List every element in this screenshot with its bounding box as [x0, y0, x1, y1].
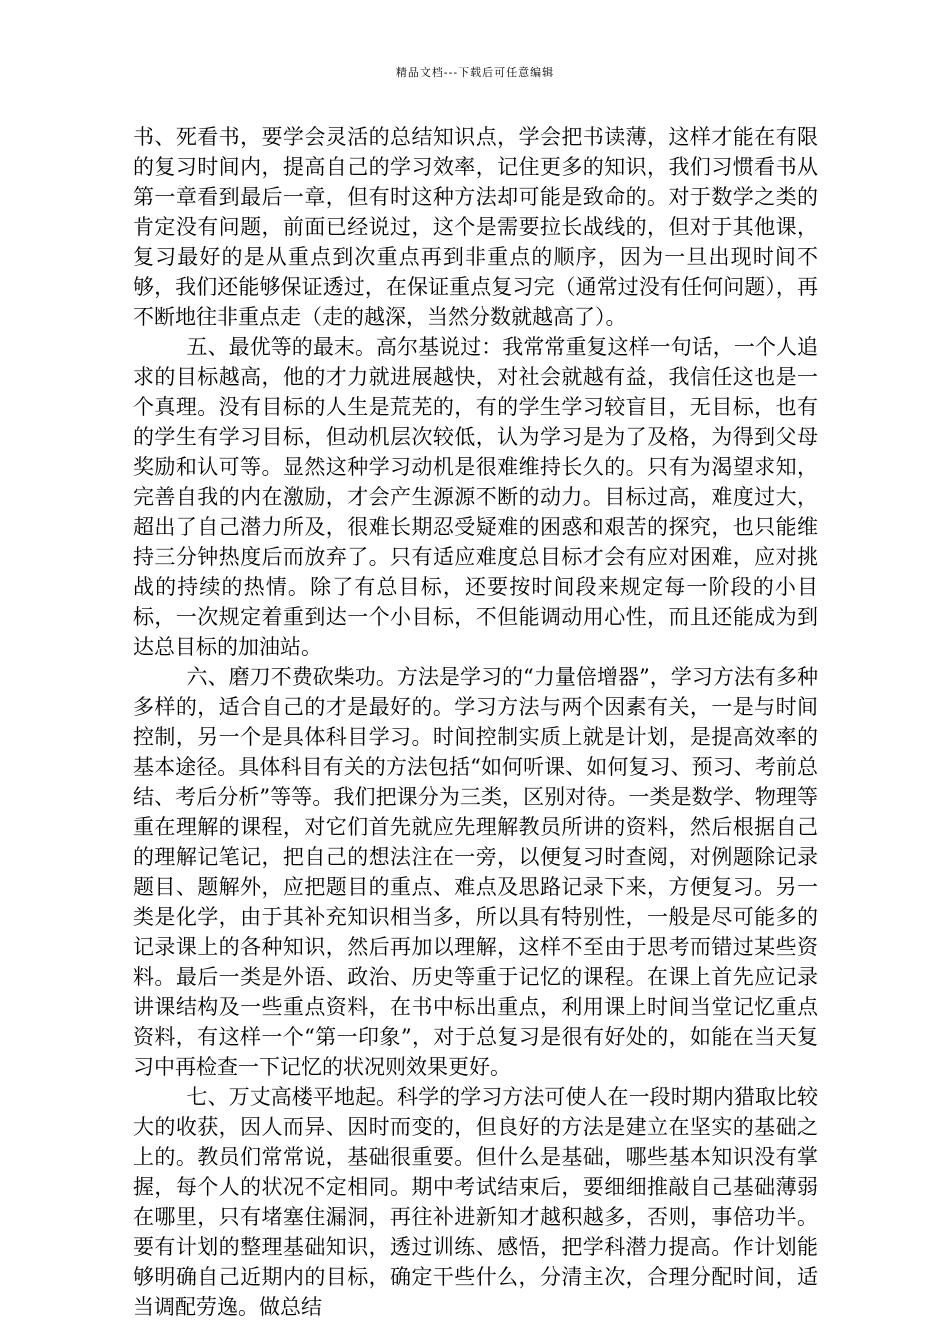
paragraph-continued: 书、死看书，要学会灵活的总结知识点，学会把书读薄，这样才能在有限的复习时间内，提高自己的学习效率，记住更多的知识，我们习惯看书从第一章看到最后一章，但有时这种方法却可能是致命的。对于数学之类的肯定没有问题，前面已经说过，这个是需要拉长战线的，但对于其他课，复习最好的是从重点到次重点再到非重点的顺序，因为一旦出现时间不够，我们还能够保证透过，在保证重点复习完（通常过没有任何问题），再不断地往非重点走（走的越深，当然分数就越高了）。: [133, 125, 818, 329]
paragraph-section-seven: 七、万丈高楼平地起。科学的学习方法可使人在一段时期内猎取比较大的收获，因人而异、因时而变的，但良好的方法是建立在坚实的基础之上的。教员们常常说，基础很重要。但什么是基础，哪些基本知识没有掌握，每个人的状况不定相同。期中考试结束后，要细细推敲自己基础薄弱在哪里，只有堵塞住漏洞，再往补进新知才越积越多，否则，事倍功半。要有计划的整理基础知识，透过训练、感悟，把学科潜力提高。作计划能够明确自己近期内的目标，确定干些什么，分清主次，合理分配时间，适当调配劳逸。做总结: [133, 1085, 818, 1319]
paragraph-section-six: 六、磨刀不费砍柴功。方法是学习的“力量倍增器”，学习方法有多种多样的，适合自己的才是最好的。学习方法与两个因素有关，一是与时间控制，另一个是具体科目学习。时间控制实质上就是计划，是提高效率的基本途径。具体科目有关的方法包括“如何听课、如何复习、预习、考前总结、考后分析”等等。我们把课分为三类，区别对待。一类是数学、物理等重在理解的课程，对它们首先就应先理解教员所讲的资料，然后根据自己的理解记笔记，把自己的想法注在一旁，以便复习时查阅，对例题除记录题目、题解外，应把题目的重点、难点及思路记录下来，方便复习。另一类是化学，由于其补充知识相当多，所以具有特别性，一般是尽可能多的记录课上的各种知识，然后再加以理解，这样不至由于思考而错过某些资料。最后一类是外语、政治、历史等重于记忆的课程。在课上首先应记录讲课结构及一些重点资料，在书中标出重点，利用课上时间当堂记忆重点资料，有这样一个“第一印象”，对于总复习是很有好处的，如能在当天复习中再检查一下记忆的状况则效果更好。: [133, 665, 818, 1079]
paragraph-section-five: 五、最优等的最末。高尔基说过：我常常重复这样一句话，一个人追求的目标越高，他的才力就进展越快，对社会就越有益，我信任这也是一个真理。没有目标的人生是荒芜的，有的学生学习较盲目，无目标，也有的学生有学习目标，但动机层次较低，认为学习是为了及格，为得到父母奖励和认可等。显然这种学习动机是很难维持长久的。只有为渴望求知，完善自我的内在激励，才会产生源源不断的动力。目标过高，难度过大，超出了自己潜力所及，很难长期忍受疑难的困惑和艰苦的探究，也只能维持三分钟热度后而放弃了。只有适应难度总目标才会有应对困难，应对挑战的持续的热情。除了有总目标，还要按时间段来规定每一阶段的小目标，一次规定着重到达一个小目标，不但能调动用心性，而且还能成为到达总目标的加油站。: [133, 335, 818, 659]
document-body: [133, 122, 818, 1322]
page-header: 精品文档---下载后可任意编辑: [395, 66, 555, 79]
